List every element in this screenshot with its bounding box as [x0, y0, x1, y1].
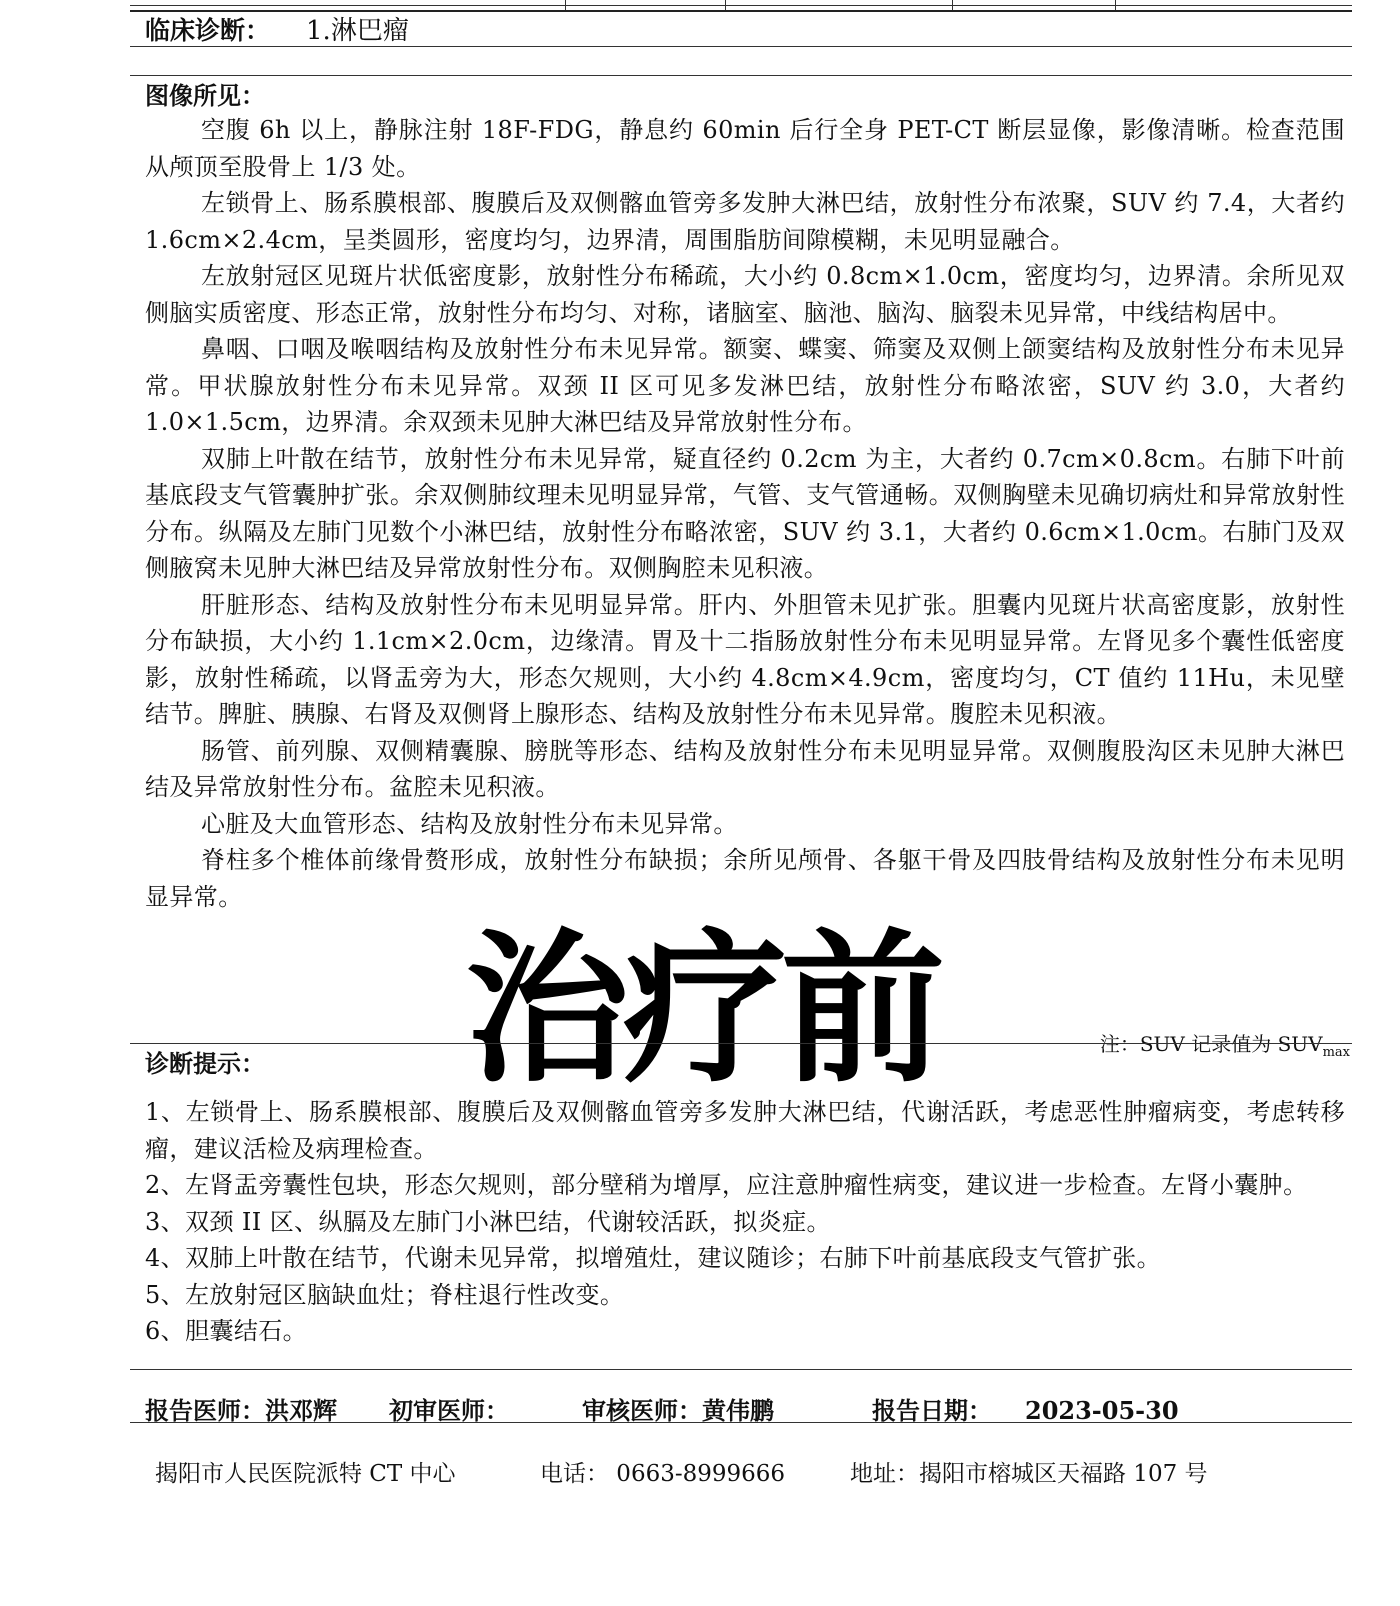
signature-row: [145, 1392, 1345, 1430]
report-date-label: 报告日期：: [872, 1397, 992, 1425]
findings-paragraph: 心脏及大血管形态、结构及放射性分布未见异常。: [201, 809, 738, 838]
reviewer: 审核医师：黄伟鹏: [582, 1397, 774, 1425]
findings-paragraph: 肝脏形态、结构及放射性分布未见明显异常。肝内、外胆管未见扩张。胆囊内见斑片状高密度影，放射性分布缺损，大小约 1.1cm×2.0cm，边缘清。胃及十二指肠放射性分布未见明显异常。左肾见多个囊性低密度影，放射性稀疏，以肾盂旁为大，形态欠规则，大小约 4.8cm×4.9cm，密度均匀，CT 值约 11Hu，未见壁结节。脾脏、胰腺、右肾及双侧肾上腺形态、结构及放射性分布未见异常。腹腔未见积液。: [145, 590, 1345, 728]
divider: [130, 75, 1352, 76]
report-date: 2023-05-30: [1025, 1396, 1179, 1425]
clinical-diagnosis-label: 临床诊断：: [145, 16, 271, 45]
diagnosis-section: [145, 1094, 1345, 1350]
findings-paragraph: 肠管、前列腺、双侧精囊腺、膀胱等形态、结构及放射性分布未见明显异常。双侧腹股沟区未见肿大淋巴结及异常放射性分布。盆腔未见积液。: [145, 736, 1345, 801]
header-table-remnant: [130, 0, 1352, 12]
findings-title: 图像所见：: [145, 82, 265, 110]
findings-paragraph: 双肺上叶散在结节，放射性分布未见异常，疑直径约 0.2cm 为主，大者约 0.7cm×0.8cm。右肺下叶前基底段支气管囊肿扩张。余双侧肺纹理未见明显异常，气管、支气管通畅。双侧胸壁未见确切病灶和异常放射性分布。纵隔及左肺门见数个小淋巴结，放射性分布略浓密，SUV 约 3.1，大者约 0.6cm×1.0cm。右肺门及双侧腋窝未见肿大淋巴结及异常放射性分布。双侧胸腔未见积液。: [145, 444, 1345, 582]
divider: [130, 46, 1352, 47]
findings-section: [145, 112, 1345, 915]
findings-paragraph: 左锁骨上、肠系膜根部、腹膜后及双侧髂血管旁多发肿大淋巴结，放射性分布浓聚，SUV 约 7.4，大者约 1.6cm×2.4cm，呈类圆形，密度均匀，边界清，周围脂肪间隙模糊，未见明显融合。: [145, 189, 1345, 254]
diagnosis-item: 4、双肺上叶散在结节，代谢未见异常，拟增殖灶，建议随诊；右肺下叶前基底段支气管扩张。: [145, 1244, 1162, 1272]
diagnosis-item: 2、左肾盂旁囊性包块，形态欠规则，部分壁稍为增厚，应注意肿瘤性病变，建议进一步检查。左肾小囊肿。: [145, 1171, 1308, 1199]
diagnosis-item: 3、双颈 II 区、纵膈及左肺门小淋巴结，代谢较活跃，拟炎症。: [145, 1207, 831, 1236]
divider: [130, 1043, 1352, 1044]
footer-center-name: 揭阳市人民医院派特 CT 中心: [155, 1461, 456, 1487]
divider: [130, 1369, 1352, 1370]
clinical-diagnosis-row: [145, 14, 409, 48]
diagnosis-item: 1、左锁骨上、肠系膜根部、腹膜后及双侧髂血管旁多发肿大淋巴结，代谢活跃，考虑恶性肿瘤病变，考虑转移瘤，建议活检及病理检查。: [145, 1098, 1345, 1163]
diagnosis-item: 5、左放射冠区脑缺血灶；脊柱退行性改变。: [145, 1280, 625, 1309]
suv-note: [1030, 1030, 1350, 1062]
initial-reviewer: 初审医师：: [389, 1397, 509, 1425]
footer: [155, 1456, 1345, 1492]
findings-paragraph: 鼻咽、口咽及喉咽结构及放射性分布未见异常。额窦、蝶窦、筛窦及双侧上颌窦结构及放射性分布未见异常。甲状腺放射性分布未见异常。双颈 II 区可见多发淋巴结，放射性分布略浓密，SUV 约 3.0，大者约 1.0×1.5cm，边界清。余双颈未见肿大淋巴结及异常放射性分布。: [145, 335, 1345, 436]
clinical-diagnosis-value: 1.淋巴瘤: [306, 16, 409, 46]
suv-note-subscript: max: [1322, 1045, 1350, 1060]
report-doctor: 报告医师：洪邓辉: [145, 1397, 337, 1425]
footer-phone: 电话： 0663-8999666: [540, 1461, 786, 1487]
findings-paragraph: 左放射冠区见斑片状低密度影，放射性分布稀疏，大小约 0.8cm×1.0cm，密度均匀，边界清。余所见双侧脑实质密度、形态正常，放射性分布均匀、对称，诸脑室、脑池、脑沟、脑裂未见异常，中线结构居中。: [145, 262, 1345, 327]
diagnosis-title: 诊断提示：: [145, 1050, 265, 1078]
suv-note-text: 注：SUV 记录值为 SUV: [1099, 1032, 1323, 1056]
findings-paragraph: 空腹 6h 以上，静脉注射 18F-FDG，静息约 60min 后行全身 PET-CT 断层显像，影像清晰。检查范围从颅顶至股骨上 1/3 处。: [145, 116, 1345, 181]
footer-address: 地址：揭阳市榕城区天福路 107 号: [850, 1461, 1208, 1487]
divider: [130, 1422, 1352, 1423]
before-treatment-stamp: 治疗前: [465, 914, 940, 1105]
findings-paragraph: 脊柱多个椎体前缘骨赘形成，放射性分布缺损；余所见颅骨、各躯干骨及四肢骨结构及放射性分布未见明显异常。: [145, 846, 1345, 911]
diagnosis-item: 6、胆囊结石。: [145, 1317, 308, 1345]
